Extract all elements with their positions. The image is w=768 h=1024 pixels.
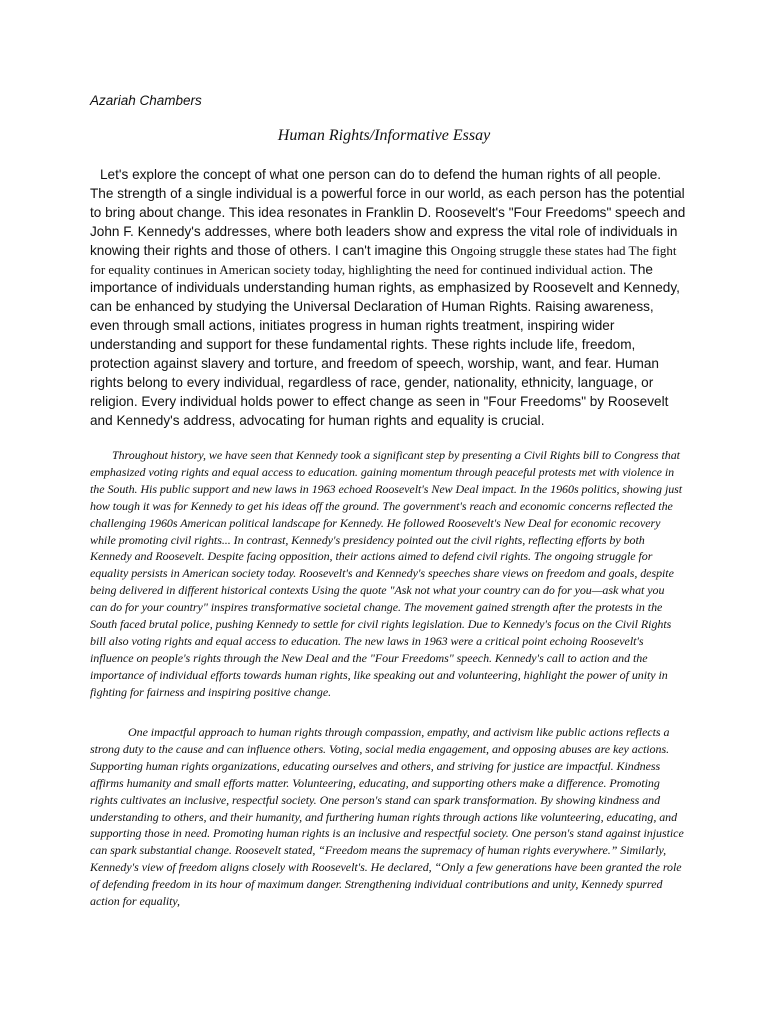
paragraph-introduction-part2: Ongoing struggle these states had The fight for equality continues in American society today, highlighting the need for continued individual action. bbox=[90, 242, 677, 277]
essay-title: Human Rights/Informative Essay bbox=[277, 127, 491, 144]
paragraph-introduction bbox=[90, 166, 686, 431]
paragraph-introduction-part3: The importance of individuals understanding human rights, as emphasized by Roosevelt and Kennedy, can be enhanced by studying the Universal Declaration of Human Rights. Raising awareness, even through small actions, initiates progress in human rights treatment, inspiring wider understanding and support for these fundamental rights. These rights include life, freedom, protection against slavery and torture, and freedom of speech, worship, want, and fear. Human rights belong to every individual, regardless of race, gender, nationality, ethnicity, language, or religion. Every individual holds power to effect change as seen in "Four Freedoms" by Roosevelt and Kennedy's address, advocating for human rights and equality is crucial. bbox=[90, 261, 680, 428]
paragraph-approach: One impactful approach to human rights through compassion, empathy, and activism like public actions reflects a strong duty to the cause and can influence others. Voting, social media engagement, and opposing abuses are key actions. Supporting human rights organizations, educating ourselves and others, and striving for justice are impactful. Kindness affirms humanity and small efforts matter. Volunteering, educating, and supporting others make a difference. Promoting rights cultivates an inclusive, respectful society. One person's stand can spark transformation. By showing kindness and understanding to others, and their humanity, and furthering human rights through actions like volunteering, educating, and supporting those in need. Promoting human rights is an inclusive and respectful society. One person's stand against injustice can spark substantial change. Roosevelt stated, “Freedom means the supremacy of human rights everywhere.” Similarly, Kennedy's view of freedom aligns closely with Roosevelt's. He declared, “Only a few generations have been granted the role of defending freedom in its hour of maximum danger. Strengthening individual contributions and unity, Kennedy spurred action for equality, bbox=[90, 725, 684, 909]
paragraph-introduction-part1: Let's explore the concept of what one person can do to defend the human rights of all people. The strength of a single individual is a powerful force in our world, as each person has the potential to bring about change. This idea resonates in Franklin D. Roosevelt's "Four Freedoms" speech and John F. Kennedy's addresses, where both leaders show and express the vital role of individuals in knowing their rights and those of others. I can't imagine this bbox=[90, 167, 686, 258]
author-name: Azariah Chambers bbox=[90, 93, 202, 108]
paragraph-history: Throughout history, we have seen that Kennedy took a significant step by presenting a Civil Rights bill to Congress that emphasized voting rights and equal access to education. gaining momentum through peaceful protests met with violence in the South. His public support and new laws in 1963 echoed Roosevelt's New Deal impact. In the 1960s politics, showing just how tough it was for Kennedy to get his ideas off the ground. The government's reach and economic concerns reflected the challenging 1960s American political landscape for Kennedy. He followed Roosevelt's New Deal for economic recovery while promoting civil rights... In contrast, Kennedy's presidency pointed out the civil rights, reflecting efforts by both Kennedy and Roosevelt. Despite facing opposition, their actions aimed to defend civil rights. The ongoing struggle for equality persists in American society today. Roosevelt's and Kennedy's speeches share views on freedom and goals, despite being delivered in different historical contexts Using the quote "Ask not what your country can do for you—ask what you can do for your country" inspires transformative societal change. The movement gained strength after the protests in the South faced brutal police, pushing Kennedy to settle for civil rights legislation. Due to Kennedy's focus on the Civil Rights bill also voting rights and equal access to education. The new laws in 1963 were a critical point echoing Roosevelt's influence on people's rights through the New Deal and the "Four Freedoms" speech. Kennedy's call to action and the importance of individual efforts towards human rights, like speaking out and volunteering, highlight the power of unity in fighting for fairness and inspiring positive change. bbox=[90, 448, 683, 699]
